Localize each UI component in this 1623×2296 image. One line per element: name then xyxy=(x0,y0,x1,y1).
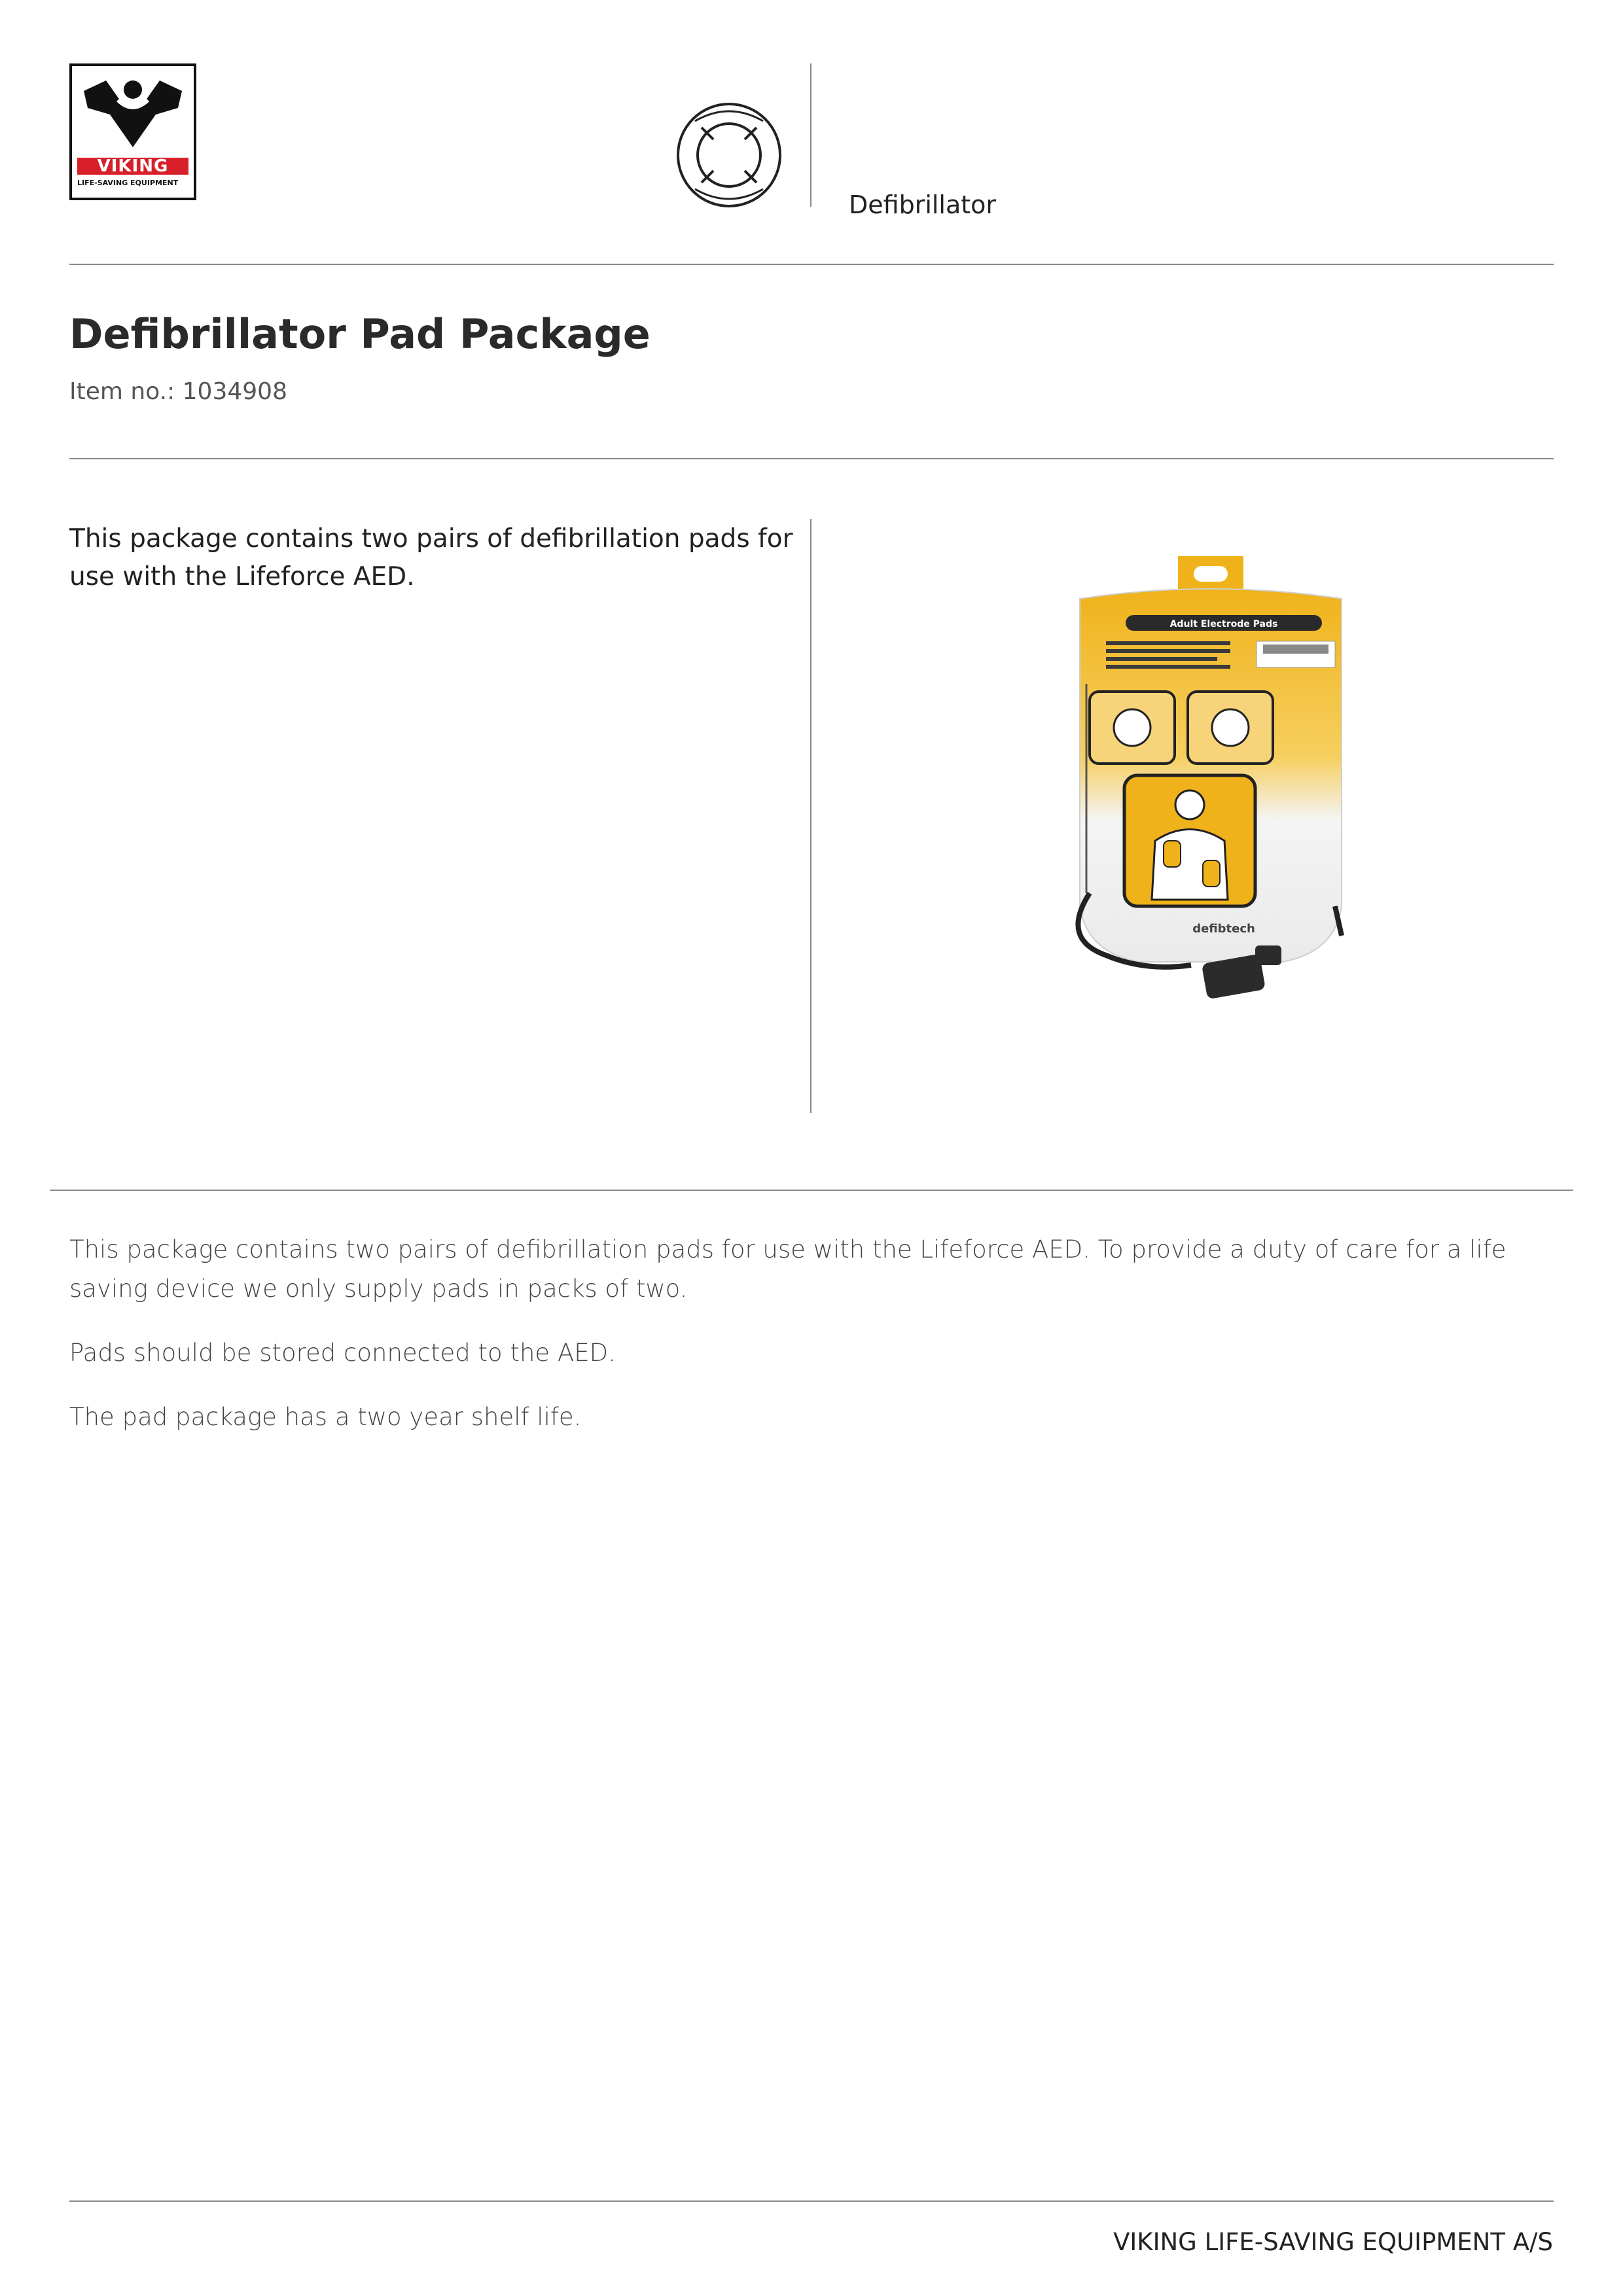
pad-header-text: Adult Electrode Pads xyxy=(1169,619,1278,629)
content-divider xyxy=(810,519,812,1113)
footer-rule xyxy=(69,2200,1554,2202)
logo-wordmark: VIKING xyxy=(77,158,188,175)
footer-company: VIKING LIFE-SAVING EQUIPMENT A/S xyxy=(1113,2228,1553,2256)
logo-tagline: LIFE-SAVING EQUIPMENT xyxy=(77,179,179,187)
category-label: Defibrillator xyxy=(849,190,997,219)
description-paragraph: The pad package has a two year shelf life. xyxy=(69,1403,582,1431)
page-title: Defibrillator Pad Package xyxy=(69,310,651,358)
section-rule xyxy=(50,1190,1573,1191)
header-divider xyxy=(810,63,812,207)
item-number-value: 1034908 xyxy=(182,378,287,405)
description-paragraph: Pads should be stored connected to the AED. xyxy=(69,1339,616,1367)
viking-logo xyxy=(69,63,196,200)
title-rule xyxy=(69,458,1554,459)
item-number xyxy=(69,378,287,405)
description-paragraph: This package contains two pairs of defibrillation pads for use with the Lifeforce AED. To provide a duty of care for a life saving device we only supply pads in packs of two. xyxy=(69,1235,1507,1303)
pad-brand-text: defibtech xyxy=(1192,922,1255,936)
lead-paragraph: This package contains two pairs of defibrillation pads for use with the Lifeforce AED. xyxy=(69,524,793,592)
header-rule xyxy=(69,264,1554,265)
lifebuoy-icon xyxy=(675,101,783,209)
viking-logo-icon xyxy=(80,74,186,152)
item-number-label: Item no.: xyxy=(69,378,175,405)
description xyxy=(69,1230,1548,1462)
defibrillator-pad-package-image xyxy=(1047,553,1374,1024)
